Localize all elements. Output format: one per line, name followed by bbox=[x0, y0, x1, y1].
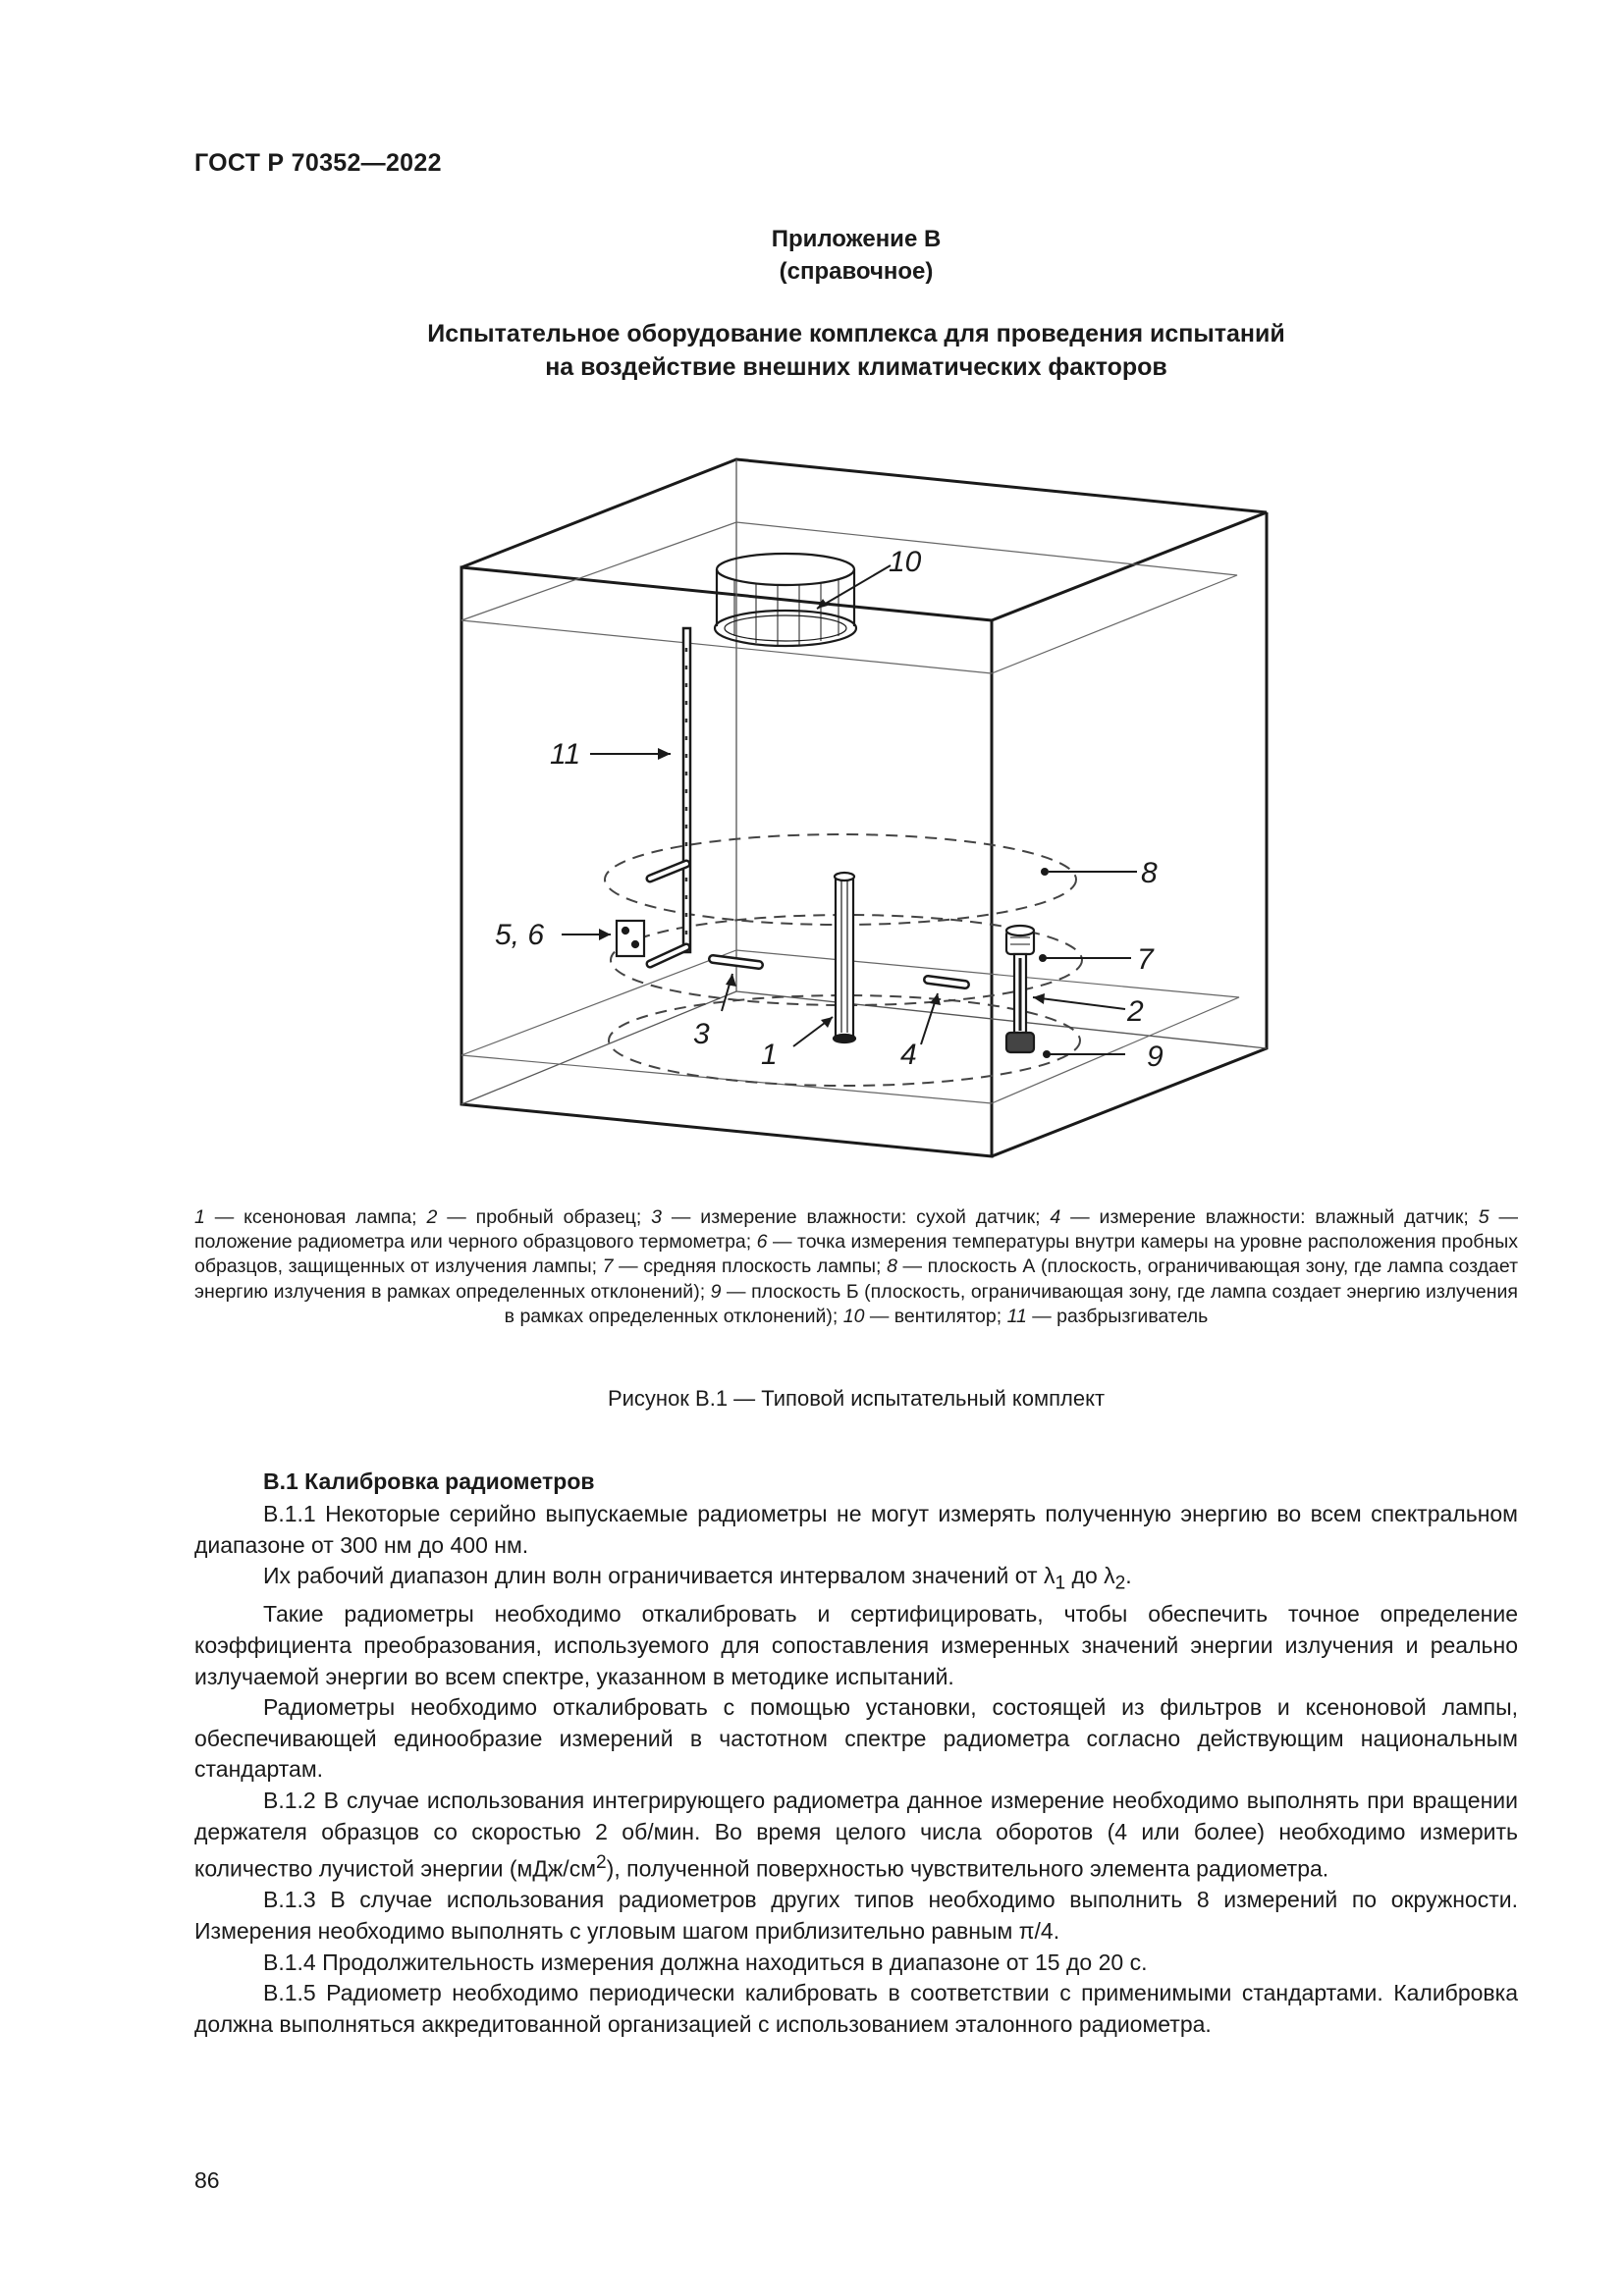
paragraph-b12: В.1.2 В случае использования интегрирующего радиометра данное измерение необходимо выполнять при вращении держателя образцов со скоростью 2 об/мин. Во время целого числа оборотов (4 или более) необходимо измерить количество лучистой энергии $(мДж/см^2)$, полученной поверхностью чувствительного элемента радиометра. bbox=[194, 1787, 1518, 1882]
test-chamber-figure bbox=[432, 432, 1296, 1178]
paragraph-b15: В.1.5 Радиометр необходимо периодически калибровать в соответствии с применимыми стандартами. Калибровка должна выполняться аккредитованной организацией с использованием эталонного радиометра. bbox=[194, 1980, 1518, 2037]
paragraph-b13: В.1.3 В случае использования радиометров других типов необходимо выполнить 8 измерений по окружности. Измерения необходимо выполнять с угловым шагом приблизительно равным π/4. bbox=[194, 1887, 1518, 1944]
document-code: ГОСТ Р 70352—2022 bbox=[194, 149, 442, 177]
paragraph-b14: В.1.4 Продолжительность измерения должна находиться в диапазоне от 15 до 20 с. bbox=[263, 1949, 1148, 1975]
legend-item-6: 6 — точка измерения температуры внутри камеры на уровне расположения пробных образцов, защищенных от излучения лампы; bbox=[194, 1231, 1519, 1278]
paragraph-wavelength-range: Их рабочий диапазон длин волн ограничивается интервалом значений от $\lambda_1$ до $\lambda_2$. bbox=[263, 1563, 1132, 1594]
inner-upper-plane bbox=[461, 522, 1237, 673]
chamber-outer-box bbox=[461, 459, 1267, 1156]
label-sprinkler: 11 bbox=[550, 738, 581, 771]
label-lamp-plane: 7 bbox=[1137, 943, 1154, 976]
label-specimen: 2 bbox=[1127, 995, 1144, 1028]
radiometer-icon bbox=[617, 921, 644, 956]
figure-caption: Рисунок В.1 — Типовой испытательный комплект bbox=[607, 1386, 1106, 1411]
paragraph-b11: В.1.1 Некоторые серийно выпускаемые радиометры не могут измерять полученную энергию во всем спектральном диапазоне от 300 нм до 400 нм. bbox=[194, 1501, 1518, 1558]
figure-legend bbox=[194, 1205, 1518, 1329]
arrow-heads bbox=[599, 599, 1051, 1058]
legend-item-2: 2 — пробный образец; bbox=[426, 1206, 642, 1228]
xenon-lamp-icon bbox=[834, 873, 855, 1042]
label-dry-sensor: 3 bbox=[693, 1018, 710, 1050]
section-b1-heading: В.1 Калибровка радиометров bbox=[263, 1468, 595, 1494]
label-fan: 10 bbox=[889, 546, 922, 578]
paragraph-calibration-setup: Радиометры необходимо откалибровать с помощью установки, состоящей из фильтров и ксеноновой лампы, обеспечивающей единообразие измерений в частотном спектре радиометра согласно действующим национальным стандартам. bbox=[194, 1694, 1518, 1783]
legend-item-3: 3 — измерение влажности: сухой датчик; bbox=[651, 1206, 1041, 1228]
paragraph-calibration-need: Такие радиометры необходимо откалибровать и сертифицировать, чтобы обеспечить точное определение коэффициента преобразования, используемого для сопоставления измеренных значений энергии излучения и реально излучаемой энергии во всем спектре, указанном в методике испытаний. bbox=[194, 1601, 1518, 1689]
chamber-hidden-edges bbox=[461, 459, 1267, 1104]
label-plane-b: 9 bbox=[1147, 1041, 1164, 1073]
page-number: 86 bbox=[194, 2167, 220, 2193]
legend-item-9: 9 — плоскость Б (плоскость, ограничивающая зону, где лампа создает энергию излучения в рамках определенных отклонений); bbox=[504, 1280, 1518, 1327]
section-b1-body bbox=[194, 1499, 1518, 2040]
appendix-subtitle: (справочное) bbox=[779, 258, 934, 285]
legend-item-7: 7 — средняя плоскость лампы; bbox=[602, 1255, 882, 1278]
legend-item-10: 10 — вентилятор; bbox=[842, 1305, 1002, 1327]
legend-item-4: 4 — измерение влажности: влажный датчик; bbox=[1050, 1206, 1469, 1228]
legend-item-1: 1 — ксеноновая лампа; bbox=[194, 1206, 417, 1228]
legend-item-8: 8 — плоскость А (плоскость, ограничивающая зону, где лампа создает энергию излучения в рамках определенных отклонений); bbox=[194, 1255, 1519, 1303]
sprinkler-icon bbox=[650, 628, 690, 964]
section-title-line1: Испытательное оборудование комплекса для проведения испытаний bbox=[427, 320, 1285, 347]
appendix-title: Приложение В bbox=[771, 226, 942, 252]
label-radiometer: 5, 6 bbox=[495, 919, 545, 951]
label-plane-a: 8 bbox=[1141, 857, 1158, 889]
label-lamp: 1 bbox=[761, 1039, 778, 1071]
legend-item-5: 5 — положение радиометра или черного образцового термометра; bbox=[194, 1206, 1518, 1254]
legend-item-11: 11 — разбрызгиватель bbox=[1006, 1305, 1209, 1327]
label-wet-sensor: 4 bbox=[900, 1039, 917, 1071]
section-title-line2: на воздействие внешних климатических факторов bbox=[545, 353, 1167, 381]
